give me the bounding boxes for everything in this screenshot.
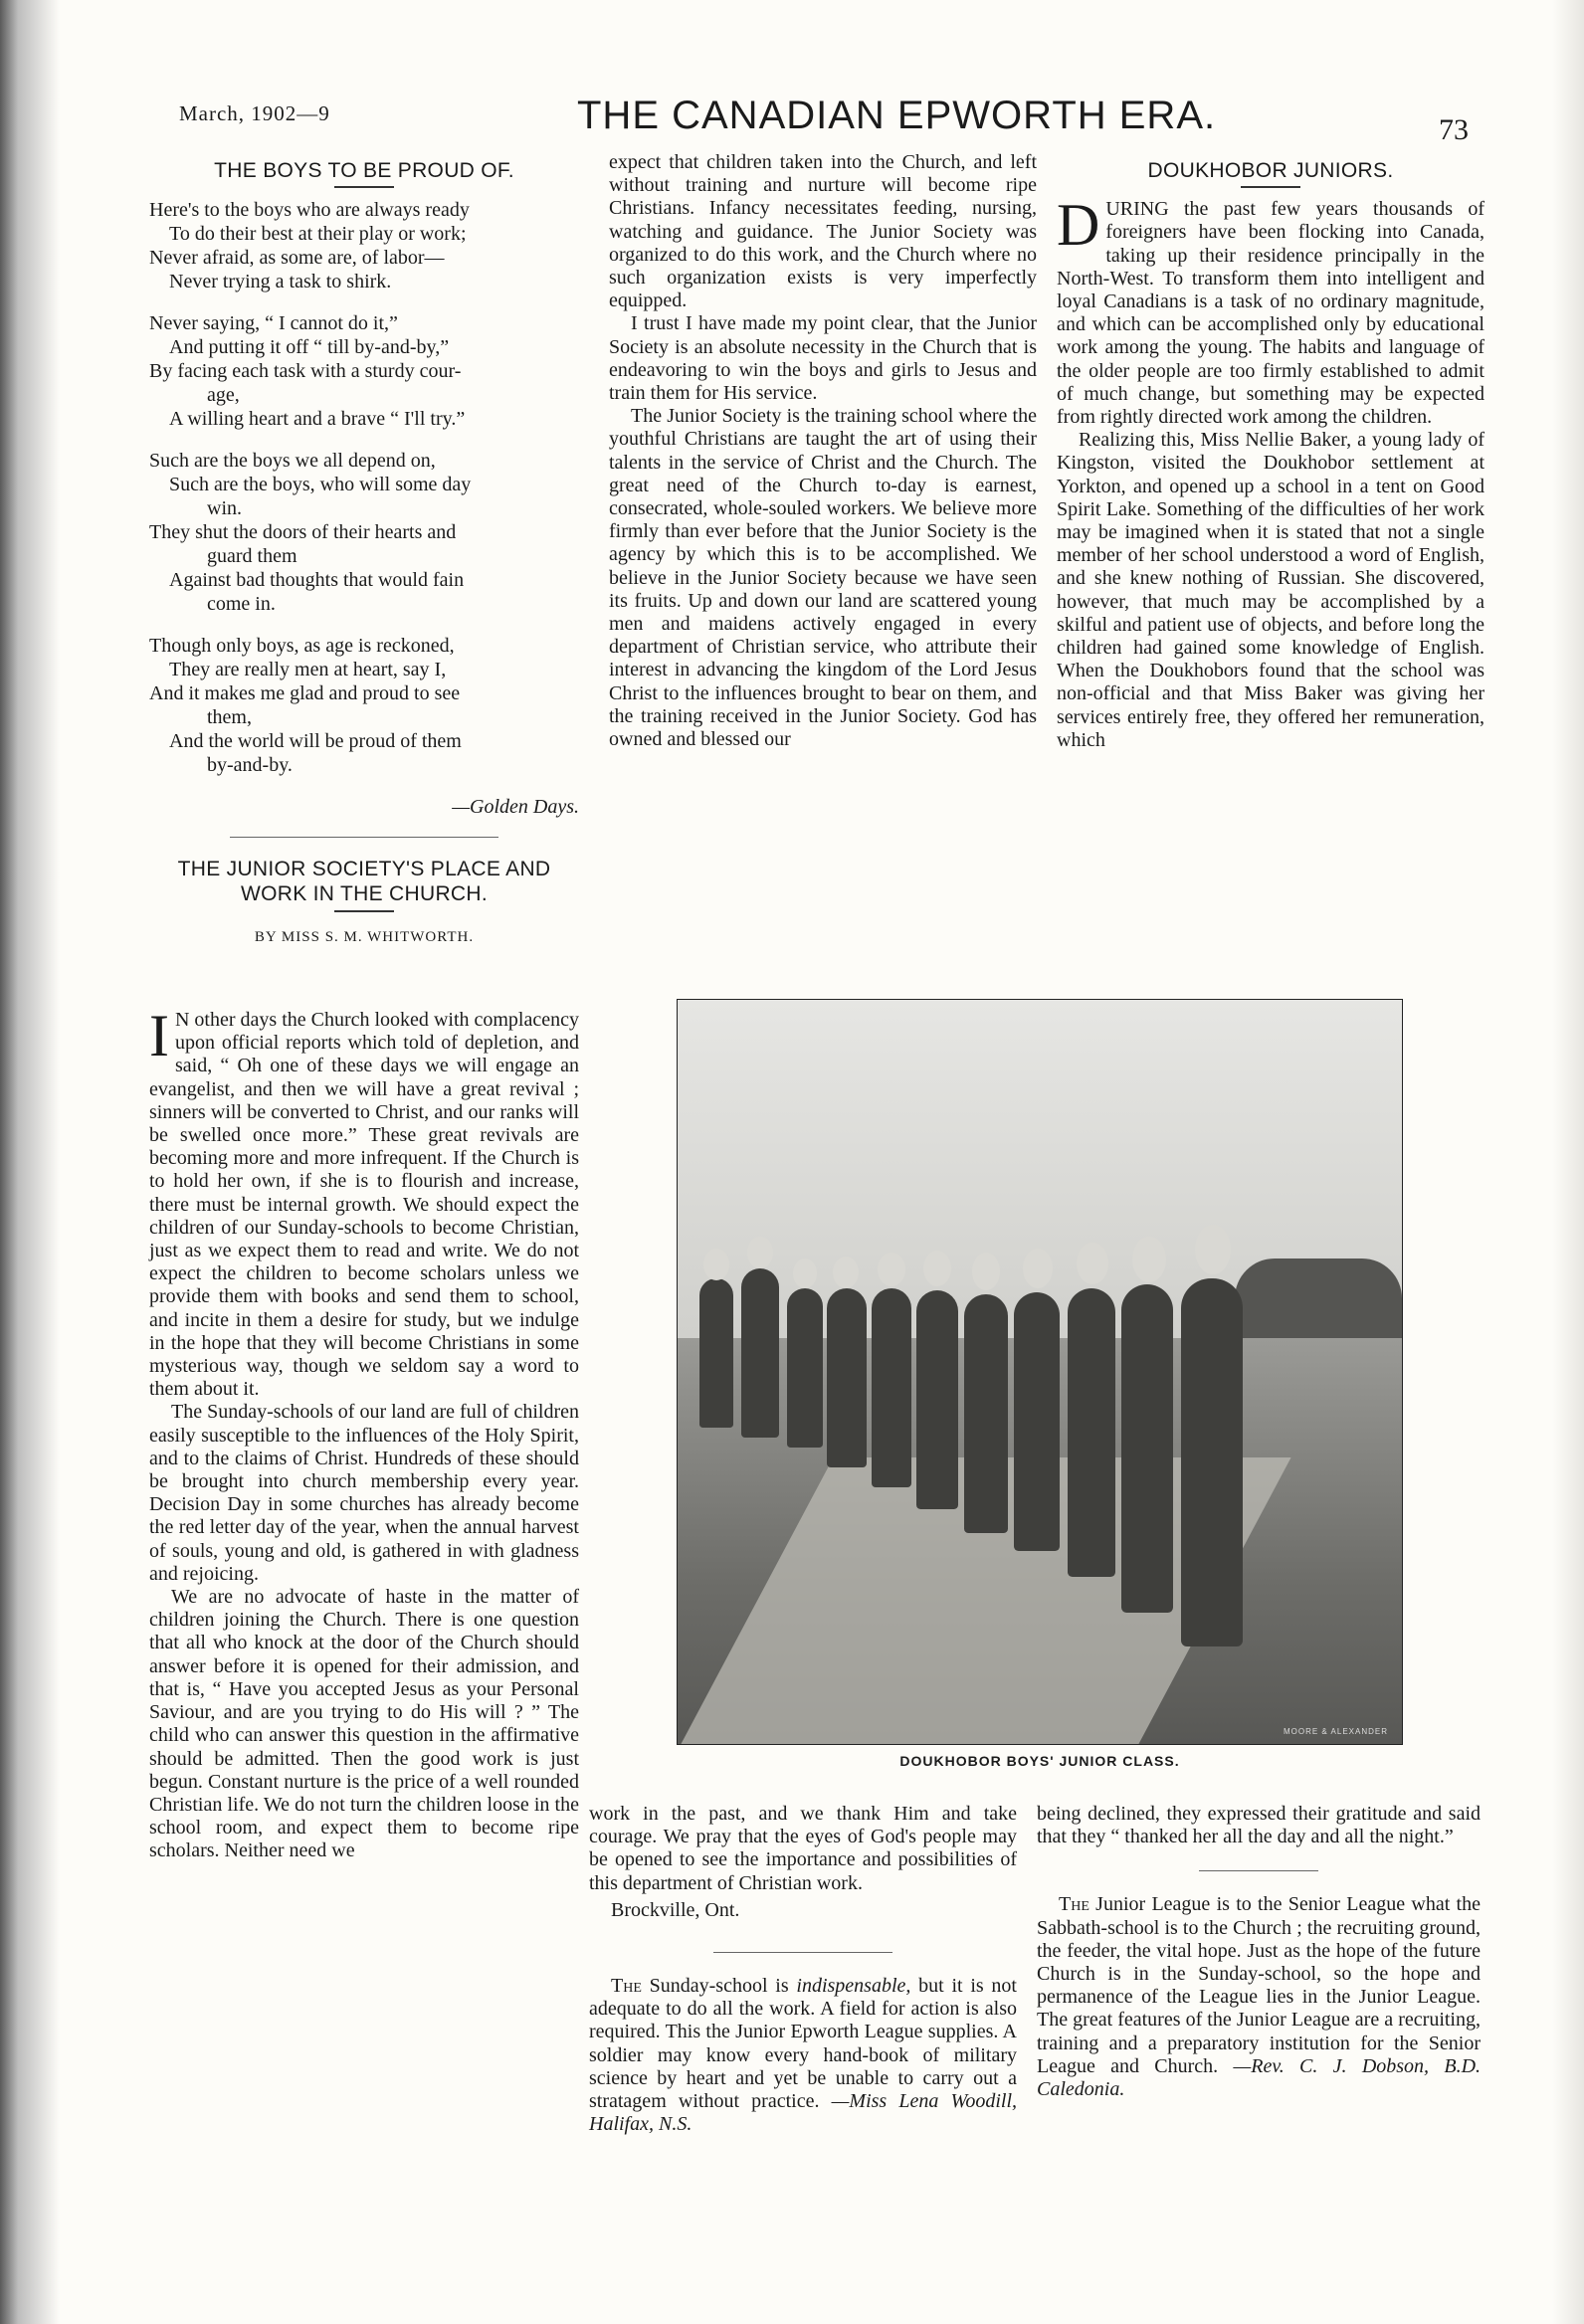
poem-attribution: —Golden Days.	[452, 796, 579, 819]
article-paragraph: We are no advocate of haste in the matter of children joining the Church. There is one question that all who knock at the door of the Church should answer before it is opened for their admission, and that is, “ Have you accepted Jesus as your Personal Saviour, and are you trying to do His will ? ” The child who can answer this question in the affirmative should be admitted. Then the good work is just begun. Constant nurture is the price of a well rounded Christian life. We do not turn the children loose in the school room, and expect them to become ripe scholars. Neither need we	[149, 1586, 579, 1862]
column-2-upper	[609, 151, 1037, 751]
column-1-upper	[149, 151, 579, 969]
poem-line: come in.	[207, 593, 276, 616]
photo-figure	[677, 999, 1403, 1769]
article-title-line-2: WORK IN THE CHURCH.	[241, 882, 488, 906]
poem-line: Against bad thoughts that would fain	[169, 569, 465, 592]
poem-body	[149, 198, 579, 819]
article-paragraph: I trust I have made my point clear, that the Junior Society is an absolute necessity in the Church that is endeavoring to win the boys and girls to Jesus and train them for His service.	[609, 312, 1037, 405]
poem-stanza	[149, 449, 579, 616]
article-paragraph: Realizing this, Miss Nellie Baker, a young lady of Kingston, visited the Doukhobor settlement at Yorkton, and opened up a school in a tent on Good Spirit Lake. Something of the difficulties of her work may be imagined when it is stated that not a single member of her school understood a word of English, and she knew nothing of Russian. She discovered, however, that much may be accomplished by a skilful and patient use of objects, and before long the children had gained some knowledge of English. When the Doukhobors found that the school was non-official and that Miss Baker was giving her services entirely free, they offered her remuneration, which	[1057, 429, 1485, 751]
photo-credit: MOORE & ALEXANDER	[1283, 1727, 1388, 1736]
poem-line: Here's to the boys who are always ready	[149, 199, 470, 222]
divider	[334, 186, 394, 188]
junior-league-note: The Junior League is to the Senior League what the Sabbath-school is to the Church ; the recruiting ground, the feeder, the vital hope. Just as the hope of the future Church is in the Sunday-school, so the hope and permanence of the League lies in the Junior League. The great features of the Junior League are a recruiting, training and a preparatory institution for the Senior League and Church. —Rev. C. J. Dobson, B.D. Caledonia.	[1037, 1893, 1482, 2101]
magazine-title: THE CANADIAN EPWORTH ERA.	[577, 94, 1217, 137]
article-paragraph: being declined, they expressed their gratitude and said that they “ thanked her all the day and all the night.”	[1037, 1803, 1481, 1848]
article-paragraph: The Junior Society is the training school where the youthful Christians are taught the art of using their talents in the service of Christ and the Church. The great need of the Church to-day is earnest, consecrated, whole-souled workers. We believe more firmly than ever before that the Junior Society is the agency by which this is to be accomplished. We believe in the Junior Society because we have seen its fruits. Up and down our land are scattered young men and maidens actively engaged in every department of Christian service, who attribute their interest in advancing the kingdom of the Lord Jesus Christ to the influences brought to bear on them, and the training received in the Junior Society. God has owned and blessed our	[609, 405, 1037, 751]
group-photograph	[677, 999, 1403, 1745]
article-title-line-1: THE JUNIOR SOCIETY'S PLACE AND	[177, 858, 551, 881]
poem-stanza	[149, 311, 579, 431]
poem-line: guard them	[207, 545, 297, 568]
poem-line: They shut the doors of their hearts and	[149, 521, 457, 544]
divider	[1199, 1870, 1318, 1871]
drop-cap: D	[1057, 192, 1100, 259]
poem-line: Never trying a task to shirk.	[169, 271, 392, 293]
divider	[334, 910, 394, 912]
poem-line: By facing each task with a sturdy cour-	[149, 360, 462, 383]
poem-line: Never afraid, as some are, of labor—	[149, 247, 445, 270]
poem-line: age,	[207, 384, 240, 407]
article-paragraph: The Sunday-schools of our land are full of children easily susceptible to the influences of the Holy Spirit, and to the claims of Christ. Hundreds of these should be brought into church membership every year. Decision Day in some churches has already become the red letter day of the year, when the annual harvest of souls, young and old, is gathered in with gladness and rejoicing.	[149, 1401, 579, 1585]
divider	[1241, 186, 1300, 188]
poem-line: A willing heart and a brave “ I'll try.”	[169, 408, 466, 431]
column-3-lower	[1037, 1803, 1481, 2101]
poem-title: THE BOYS TO BE PROUD OF.	[214, 159, 514, 182]
article-paragraph: I N other days the Church looked with complacency upon official reports which told of depletion, and said, “ Oh one of these days we will engage an evangelist, and then we will have a great revival ; sinners will be converted to Christ, and our ranks will be swelled once more.” These great revivals are becoming more and more infrequent. If the Church is to hold her own, if she is to flourish and increase, there must be internal growth. We should expect the children of our Sunday-schools to become Christian, just as we expect them to read and write. We do not expect the children to become scholars unless we provide them with books and send them to school, and incite in them a desire for study, but we indulge in the hope that they will become Christians in some mysterious way, though we seldom say a word to them about it.	[149, 1003, 579, 1401]
poem-line: Such are the boys, who will some day	[169, 474, 472, 496]
poem-line: They are really men at heart, say I,	[169, 659, 447, 681]
article-byline: BY MISS S. M. WHITWORTH.	[254, 928, 475, 945]
poem-line: them,	[207, 706, 252, 729]
poem-stanza	[149, 634, 579, 777]
article-paragraph: expect that children taken into the Church, and left without training and nurture will become ripe Christians. Infancy necessitates feeding, nursing, watching and guidance. The Junior Society was organized to do this work, and the Church where no such organization exists is very imperfectly equipped.	[609, 151, 1037, 312]
article-paragraph: DURING the past few years thousands of foreigners have been flocking into Canada, taking up their residence principally in the North-West. To transform them into intelligent and loyal Canadians is a task of no ordinary magnitude, and which can be accomplished only by educational work among the young. The habits and language of the older people are too firmly established to admit of much change, but something may be expected from rightly directed work among the children.	[1057, 192, 1485, 429]
drop-cap: I	[149, 1003, 169, 1068]
poem-line: Such are the boys we all depend on,	[149, 450, 436, 473]
sunday-school-note: The Sunday-school is indispensable, but it is not adequate to do all the work. A field for action is also required. This the Junior Epworth League supplies. A soldier may know every hand-book of military science by heart and yet be unable to carry out a stratagem without practice. —Miss Lena Woodill, Halifax, N.S.	[589, 1975, 1018, 2136]
divider	[713, 1952, 892, 1953]
page-number: 73	[1439, 113, 1469, 146]
poem-line: To do their best at their play or work;	[169, 223, 467, 246]
poem-stanza	[149, 198, 579, 293]
issue-date: March, 1902—9	[179, 101, 330, 125]
note-attribution: —Rev. C. J. Dobson, B.D. Caledonia.	[1037, 2054, 1482, 2101]
poem-line: Though only boys, as age is reckoned,	[149, 635, 455, 658]
poem-line: And putting it off “ till by-and-by,”	[169, 336, 450, 359]
photo-caption: DOUKHOBOR BOYS' JUNIOR CLASS.	[899, 1753, 1180, 1769]
poem-line: by-and-by.	[207, 754, 293, 777]
poem-line: Never saying, “ I cannot do it,”	[149, 312, 398, 335]
poem-line: win.	[207, 497, 242, 520]
column-1-lower	[149, 1003, 579, 1863]
poem-line: And it makes me glad and proud to see	[149, 682, 461, 705]
article-title: DOUKHOBOR JUNIORS.	[1147, 159, 1394, 182]
article-signoff: Brockville, Ont.	[611, 1898, 740, 1921]
column-3-upper	[1057, 151, 1485, 752]
divider	[230, 837, 498, 838]
article-paragraph: work in the past, and we thank Him and take courage. We pray that the eyes of God's people may be opened to see the importance and possibilities of this department of Christian work.	[589, 1803, 1017, 1894]
column-2-lower	[589, 1803, 1017, 2136]
poem-line: And the world will be proud of them	[169, 730, 462, 753]
note-attribution: —Miss Lena Woodill, Halifax, N.S.	[589, 2090, 1018, 2136]
page-header	[0, 94, 1584, 153]
